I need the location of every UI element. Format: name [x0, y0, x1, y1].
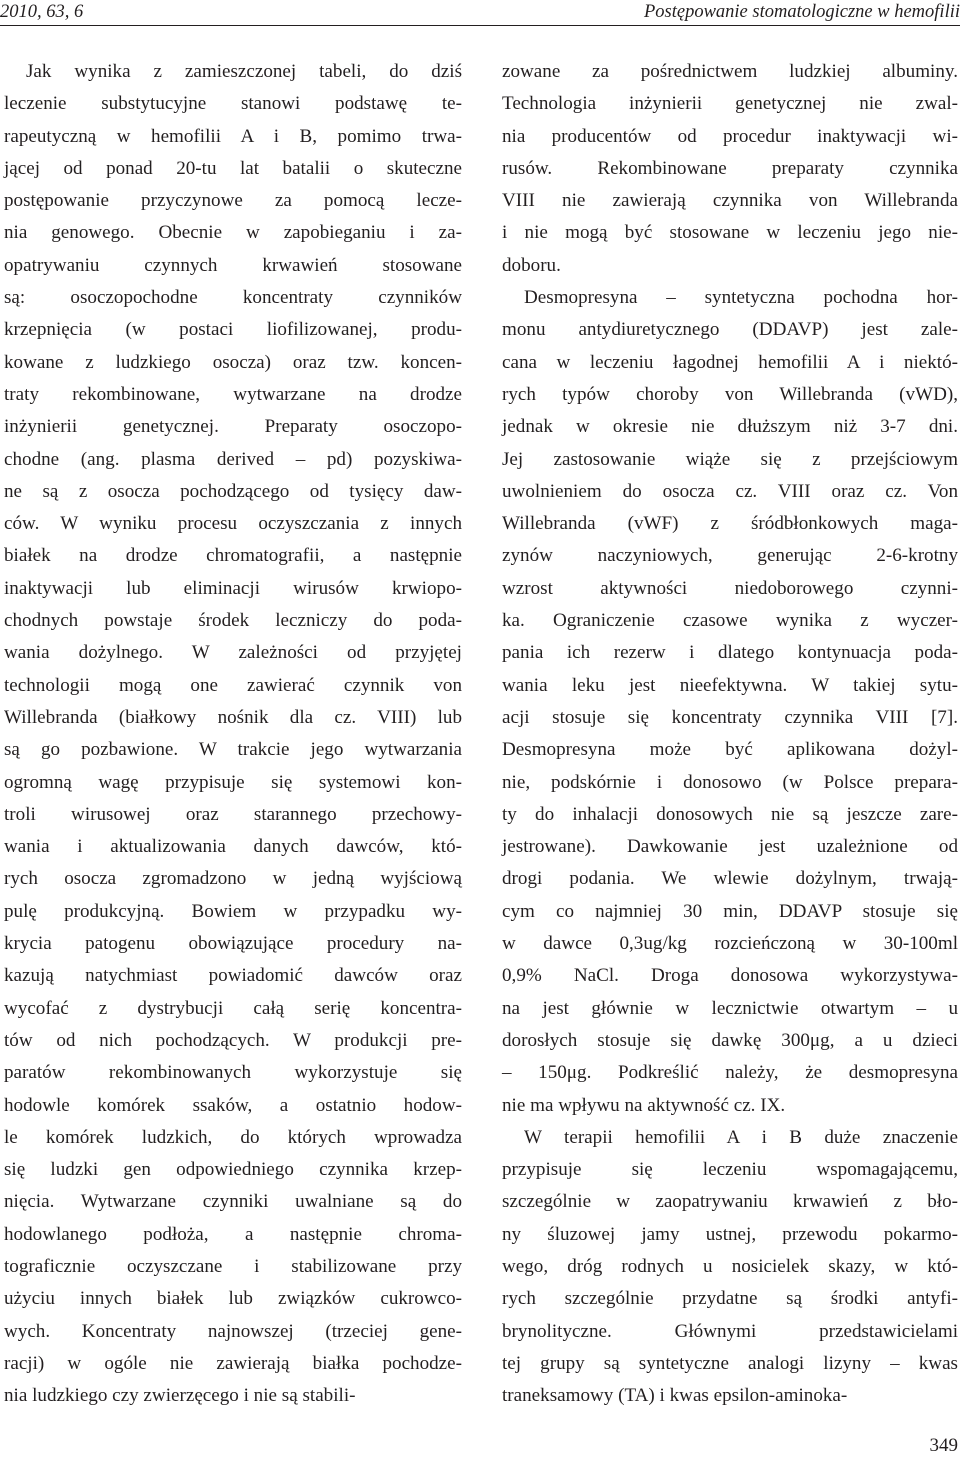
text-line: traty rekombinowane, wytwarzane na drodze [4, 383, 462, 405]
text-line: 0,9% NaCl. Droga donosowa wykorzystywa- [502, 965, 958, 987]
text-line: zowane za pośrednictwem ludzkiej albuminy. [502, 61, 958, 82]
text-line: krzepnięcia (w postaci liofilizowanej, produ- [4, 319, 462, 341]
text-line: kazują natychmiast powiadomić dawców oraz [4, 965, 462, 987]
article-short-title: Postępowanie stomatologiczne w hemofilii [643, 2, 960, 22]
text-line: tów od nich pochodzących. W produkcji pre- [4, 1029, 462, 1051]
text-line: jestrowane). Dawkowanie jest uzależnione od [502, 836, 958, 858]
journal-issue: 2010, 63, 6 [0, 2, 84, 22]
text-line: monu antydiuretycznego (DDAVP) jest zale- [502, 319, 958, 341]
running-head [0, 0, 960, 26]
text-line: przypisuje się leczeniu wspomagającemu, [502, 1159, 958, 1181]
text-line: racji) w ogóle nie zawierają białka pochodze- [4, 1352, 462, 1374]
text-line: wania i aktualizowania danych dawców, któ- [4, 836, 462, 858]
text-line: cym co najmniej 30 min, DDAVP stosuje się [502, 900, 958, 922]
text-line: brynolityczne. Głównymi przedstawicielami [502, 1320, 958, 1342]
text-line: wzrost aktywności niedoborowego czynni- [502, 577, 958, 599]
text-line: jącej od ponad 20-tu lat batalii o skuteczne [4, 157, 462, 179]
text-line: nie ma wpływu na aktywność cz. IX. [502, 1094, 786, 1116]
text-line: białek na drodze chromatografii, a następnie [4, 545, 462, 567]
text-line: postępowanie przyczynowe za pomocą lecze- [4, 190, 462, 212]
text-line: Desmopresyna – syntetyczna pochodna hor- [524, 287, 958, 309]
text-line: wania leku jest nieefektywna. W takiej sytu- [502, 674, 958, 696]
text-line: traneksamowy (TA) i kwas epsilon-aminoka- [502, 1385, 848, 1407]
text-line: nia genowego. Obecnie w zapobieganiu i za- [4, 222, 462, 244]
text-line: Jak wynika z zamieszczonej tabeli, do dziś [26, 61, 462, 82]
text-line: uwolnieniem do osocza cz. VIII oraz cz. Von [502, 480, 958, 502]
text-line: wycofać z dystrybucji całą serię koncentra- [4, 997, 462, 1019]
text-line: leczenie substytucyjne stanowi podstawę te- [4, 93, 462, 115]
text-line: krycia patogenu obowiązujące procedury na- [4, 933, 462, 955]
text-line: acji stosuje się koncentraty czynnika VIII [7]. [502, 706, 958, 728]
text-line: Willebranda (białkowy nośnik dla cz. VIII) lub [4, 706, 462, 728]
text-line: rych typów choroby von Willebranda (vWD), [502, 383, 958, 405]
text-line: kowane z ludzkiego osocza) oraz tzw. koncen- [4, 351, 462, 373]
text-line: chodnych powstaje środek leczniczy do poda- [4, 610, 462, 632]
text-line: tej grupy są syntetyczne analogi lizyny – kwas [502, 1352, 958, 1374]
header-rule [0, 25, 960, 26]
text-line: zynów naczyniowych, generując 2-6-krotny [502, 545, 958, 567]
text-line: doboru. [502, 254, 561, 276]
text-line: wego, dróg rodnych u nosicielek skazy, w któ- [502, 1255, 958, 1277]
right-column [502, 56, 958, 1412]
text-line: Desmopresyna może być aplikowana dożyl- [502, 739, 958, 761]
text-line: rych osocza zgromadzono w jedną wyjściową [4, 868, 462, 890]
text-line: technologii mogą one zawierać czynnik von [4, 674, 462, 696]
text-line: drogi podania. We wlewie dożylnym, trwają- [502, 868, 958, 890]
text-line: troli wirusowej oraz starannego przechowy- [4, 803, 462, 825]
text-line: na jest głównie w lecznictwie otwartym – u [502, 997, 958, 1019]
text-line: inżynierii genetycznej. Preparaty osoczopo- [4, 416, 462, 438]
page-number: 349 [929, 1435, 958, 1456]
text-line: użyciu innych białek lub związków cukrowco- [4, 1288, 462, 1310]
text-line: się ludzki gen odpowiedniego czynnika krzep- [4, 1159, 462, 1181]
text-line: w dawce 0,3ug/kg rozcieńczoną w 30-100ml [502, 933, 958, 955]
text-line: ny śluzowej jamy ustnej, przewodu pokarmo- [502, 1223, 958, 1245]
text-line: wych. Koncentraty najnowszej (trzeciej gene- [4, 1320, 462, 1342]
text-line: Jej zastosowanie wiąże się z przejściowym [502, 448, 958, 470]
text-line: dorosłych stosuje się dawkę 300μg, a u dzieci [502, 1029, 958, 1051]
text-line: VIII nie zawierają czynnika von Willebranda [502, 190, 958, 212]
left-column [4, 56, 462, 1412]
text-line: opatrywaniu czynnych krwawień stosowane [4, 254, 462, 276]
text-line: inaktywacji lub eliminacji wirusów krwiopo- [4, 577, 462, 599]
text-line: Technologia inżynierii genetycznej nie zwal- [502, 93, 958, 115]
text-line: są go pozbawione. W trakcie jego wytwarzania [4, 739, 462, 761]
text-line: le komórek ludzkich, do których wprowadza [4, 1126, 462, 1148]
text-line: nia ludzkiego czy zwierzęcego i nie są stabili- [4, 1385, 356, 1407]
text-line: hodowlanego podłoża, a następnie chroma- [4, 1223, 462, 1245]
text-line: ców. W wyniku procesu oczyszczania z innych [4, 513, 462, 535]
text-line: W terapii hemofilii A i B duże znaczenie [524, 1126, 958, 1148]
text-line: cana w leczeniu łagodnej hemofilii A i niektó- [502, 351, 958, 373]
text-line: pulę produkcyjną. Bowiem w przypadku wy- [4, 900, 462, 922]
text-line: nięcia. Wytwarzane czynniki uwalniane są do [4, 1191, 462, 1213]
text-line: wania dożylnego. W zależności od przyjętej [4, 642, 462, 664]
text-line: chodne (ang. plasma derived – pd) pozyskiwa- [4, 448, 462, 470]
text-line: ty do inhalacji donosowych nie są jeszcze zare- [502, 803, 958, 825]
text-line: ne są z osocza pochodzącego od tysięcy daw- [4, 480, 462, 502]
text-line: Willebranda (vWF) z śródbłonkowych maga- [502, 513, 958, 535]
text-line: nie, podskórnie i donosowo (w Polsce prepara- [502, 771, 958, 793]
text-line: ka. Ograniczenie czasowe wynika z wyczer- [502, 610, 958, 632]
text-line: rapeutyczną w hemofilii A i B, pomimo trwa- [4, 125, 462, 147]
text-line: – 150μg. Podkreślić należy, że desmopresyna [502, 1062, 958, 1084]
text-line: hodowle komórek ssaków, a ostatnio hodow- [4, 1094, 462, 1116]
text-line: ogromną wagę przypisuje się systemowi kon- [4, 771, 462, 793]
text-line: paratów rekombinowanych wykorzystuje się [4, 1062, 462, 1084]
text-line: tograficznie oczyszczane i stabilizowane przy [4, 1255, 462, 1277]
text-line: nia producentów od procedur inaktywacji wi- [502, 125, 958, 147]
text-line: szczególnie w zaopatrywaniu krwawień z bło- [502, 1191, 958, 1213]
text-line: rusów. Rekombinowane preparaty czynnika [502, 157, 958, 179]
text-line: i nie mogą być stosowane w leczeniu jego nie- [502, 222, 958, 244]
text-line: rych szczególnie przydatne są środki antyfi- [502, 1288, 958, 1310]
text-line: jednak w okresie nie dłuższym niż 3-7 dni. [502, 416, 958, 438]
text-line: pania ich rezerw i dlatego kontynuacja poda- [502, 642, 958, 664]
text-line: są: osoczopochodne koncentraty czynników [4, 287, 462, 309]
